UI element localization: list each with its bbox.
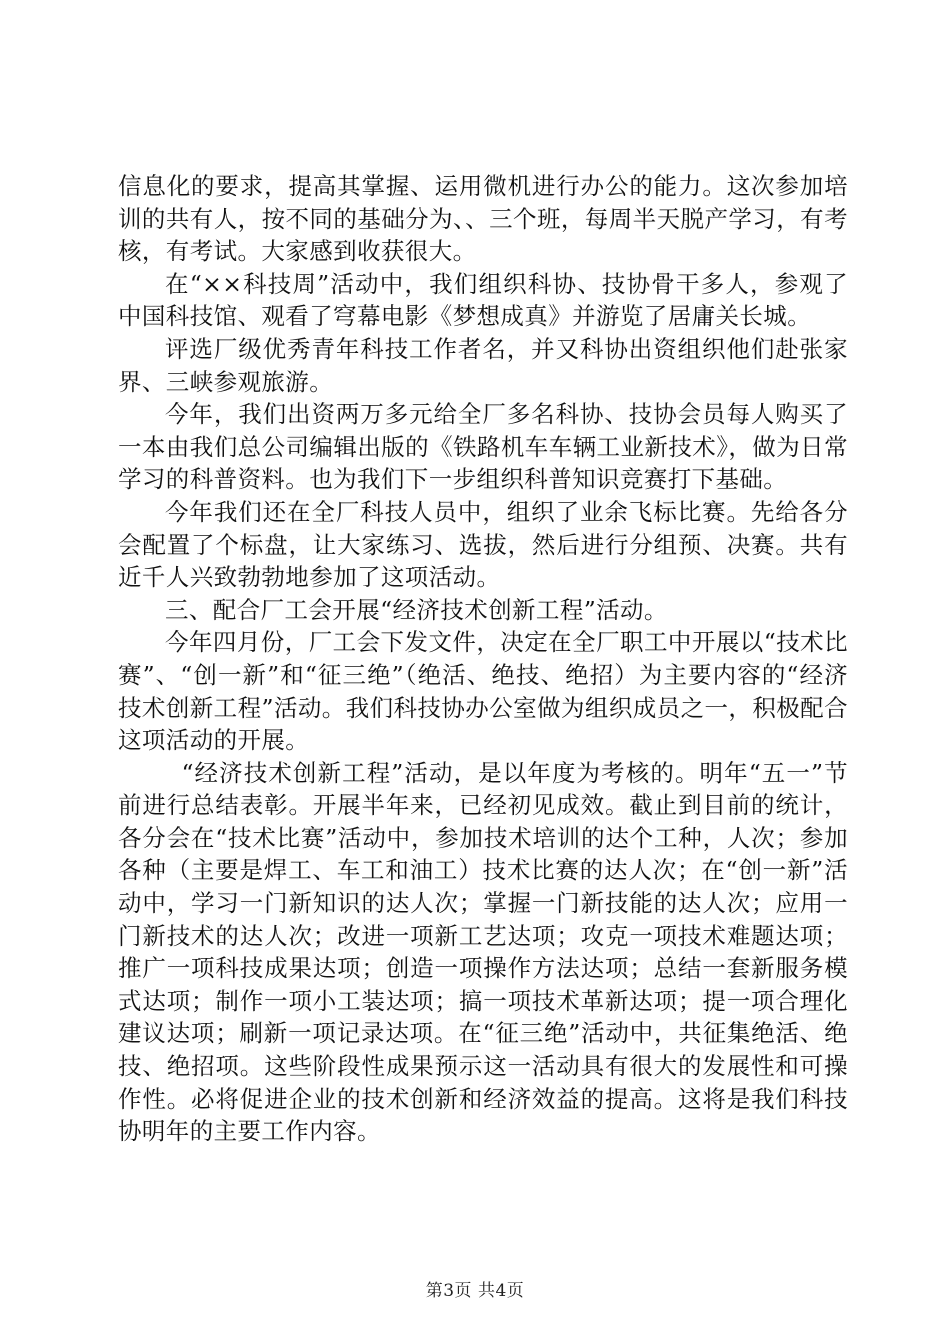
paragraph-innovation-results: “经济技术创新工程”活动，是以年度为考核的。明年“五一”节前进行总结表彰。开展半年来，已经初见成效。截止到目前的统计，各分会在“技术比赛”活动中，参加技术培训的达个工种，人次；参加各种（主要是焊工、车工和油工）技术比赛的达人次；在“创一新”活动中，学习一门新知识的达人次；掌握一门新技能的达人次；应用一门新技术的达人次；改进一项新工艺达项；攻克一项技术难题达项；推广一项科技成果达项；创造一项操作方法达项；总结一套新服务模式达项；制作一项小工装达项；搞一项技术革新达项；提一项合理化建议达项；刷新一项记录达项。在“征三绝”活动中，共征集绝活、绝技、绝招项。这些阶段性成果预示这一活动具有很大的发展性和可操作性。必将促进企业的技术创新和经济效益的提高。这将是我们科技协明年的主要工作内容。 [118,758,848,1146]
paragraph-book-purchase: 今年，我们出资两万多元给全厂多名科协、技协会员每人购买了一本由我们总公司编辑出版的《铁路机车车辆工业新技术》，做为日常学习的科普资料。也为我们下一步组织科普知识竞赛打下基础。 [118,400,848,494]
paragraph-darts-contest: 今年我们还在全厂科技人员中，组织了业余飞标比赛。先给各分会配置了个标盘，让大家练习、选拔，然后进行分组预、决赛。共有近千人兴致勃勃地参加了这项活动。 [118,497,848,592]
paragraph-union-notice: 今年四月份，厂工会下发文件，决定在全厂职工中开展以“技术比赛”、“创一新”和“征三绝”（绝活、绝技、绝招）为主要内容的“经济技术创新工程”活动。我们科技协办公室做为组织成员之一，积极配合这项活动的开展。 [118,628,848,755]
paragraph-tech-week: 在“××科技周”活动中，我们组织科协、技协骨干多人，参观了中国科技馆、观看了穹幕电影《梦想成真》并游览了居庸关长城。 [118,269,848,331]
paragraph-continuation: 信息化的要求，提高其掌握、运用微机进行办公的能力。这次参加培训的共有人，按不同的基础分为、、三个班，每周半天脱产学习，有考核，有考试。大家感到收获很大。 [118,172,848,266]
document-body [118,170,848,1148]
section-heading-three: 三、配合厂工会开展“经济技术创新工程”活动。 [165,595,668,624]
page-number-footer: 第3页 共4页 [425,1281,525,1301]
paragraph-youth-award: 评选厂级优秀青年科技工作者名，并又科协出资组织他们赴张家界、三峡参观旅游。 [118,334,848,396]
